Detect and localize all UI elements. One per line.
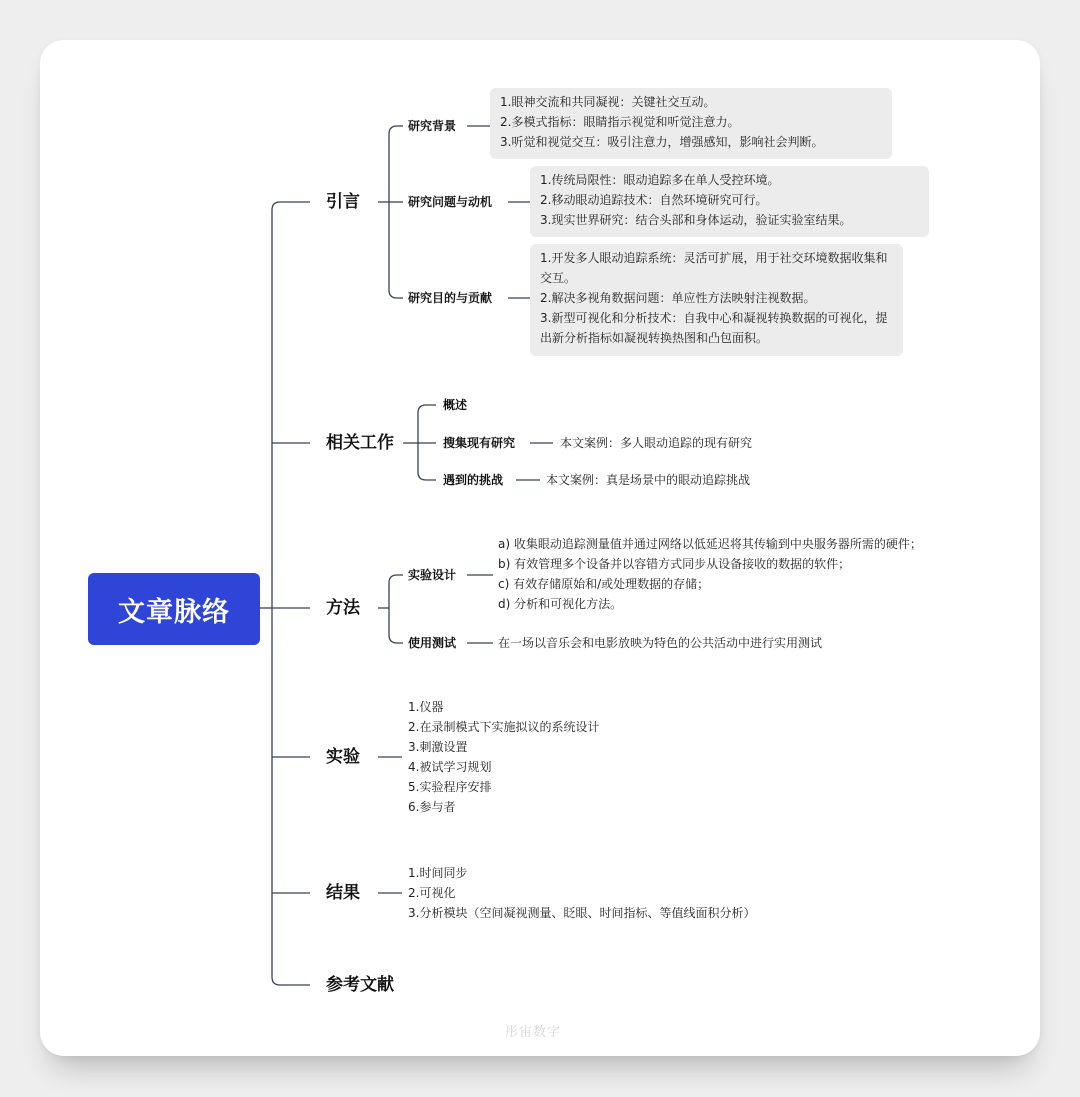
list-item: c) 有效存储原始和/或处理数据的存储； — [498, 577, 710, 591]
list-item: b) 有效管理多个设备并以容错方式同步从设备接收的数据的软件； — [498, 557, 851, 571]
note-item: 3.听觉和视觉交互：吸引注意力，增强感知，影响社会判断。 — [500, 135, 824, 149]
branch-intro: 引言 — [326, 192, 360, 212]
list-item: 1.仪器 — [408, 700, 444, 714]
root-node: 文章脉络 — [88, 573, 260, 645]
node-research-goal: 研究目的与贡献 — [408, 291, 493, 305]
branch-related-work: 相关工作 — [326, 433, 394, 453]
list-item: 5.实验程序安排 — [408, 780, 492, 794]
note-item: 2.多模式指标：眼睛指示视觉和听觉注意力。 — [500, 115, 740, 129]
branch-experiment: 实验 — [326, 747, 360, 767]
note-item: 3.新型可视化和分析技术：自我中心和凝视转换数据的可视化，提出新分析指标如凝视转换热图和凸包面积。 — [540, 311, 888, 345]
list-item: 1.时间同步 — [408, 866, 468, 880]
list-experiment — [408, 697, 599, 817]
node-challenges: 遇到的挑战 — [443, 473, 504, 487]
list-item: 3.分析模块（空间凝视测量、眨眼、时间指标、等值线面积分析） — [408, 906, 756, 920]
note-item: 2.解决多视角数据问题：单应性方法映射注视数据。 — [540, 291, 816, 305]
list-item: 6.参与者 — [408, 800, 456, 814]
note-research-goal — [530, 244, 903, 356]
list-experiment-design — [498, 534, 922, 614]
note-item: 1.开发多人眼动追踪系统：灵活可扩展，用于社交环境数据收集和交互。 — [540, 251, 888, 285]
note-item: 1.传统局限性：眼动追踪多在单人受控环境。 — [540, 173, 780, 187]
node-collect-research: 搜集现有研究 — [443, 436, 516, 450]
branch-results: 结果 — [326, 883, 360, 903]
list-item: 2.在录制模式下实施拟议的系统设计 — [408, 720, 600, 734]
leaf-collect-case: 本文案例：多人眼动追踪的现有研究 — [560, 436, 753, 450]
branch-method: 方法 — [326, 598, 360, 618]
node-research-background: 研究背景 — [408, 119, 457, 133]
list-item: 2.可视化 — [408, 886, 456, 900]
note-research-problem — [530, 166, 929, 237]
list-item: d) 分析和可视化方法。 — [498, 597, 623, 611]
node-experiment-design: 实验设计 — [408, 568, 457, 582]
list-item: a) 收集眼动追踪测量值并通过网络以低延迟将其传输到中央服务器所需的硬件； — [498, 537, 922, 551]
list-item: 3.刺激设置 — [408, 740, 468, 754]
node-research-problem: 研究问题与动机 — [408, 195, 493, 209]
node-overview: 概述 — [443, 398, 468, 412]
branch-references: 参考文献 — [326, 975, 394, 995]
watermark: 彤宙数字 — [505, 1025, 562, 1040]
note-research-background — [490, 88, 892, 159]
list-results — [408, 863, 755, 923]
note-item: 1.眼神交流和共同凝视：关键社交互动。 — [500, 95, 716, 109]
note-item: 2.移动眼动追踪技术：自然环境研究可行。 — [540, 193, 768, 207]
note-item: 3.现实世界研究：结合头部和身体运动，验证实验室结果。 — [540, 213, 852, 227]
leaf-challenge-case: 本文案例：真是场景中的眼动追踪挑战 — [546, 473, 751, 487]
node-usage-test: 使用测试 — [408, 636, 457, 650]
list-item: 4.被试学习规划 — [408, 760, 492, 774]
leaf-usage-test: 在一场以音乐会和电影放映为特色的公共活动中进行实用测试 — [498, 636, 823, 650]
